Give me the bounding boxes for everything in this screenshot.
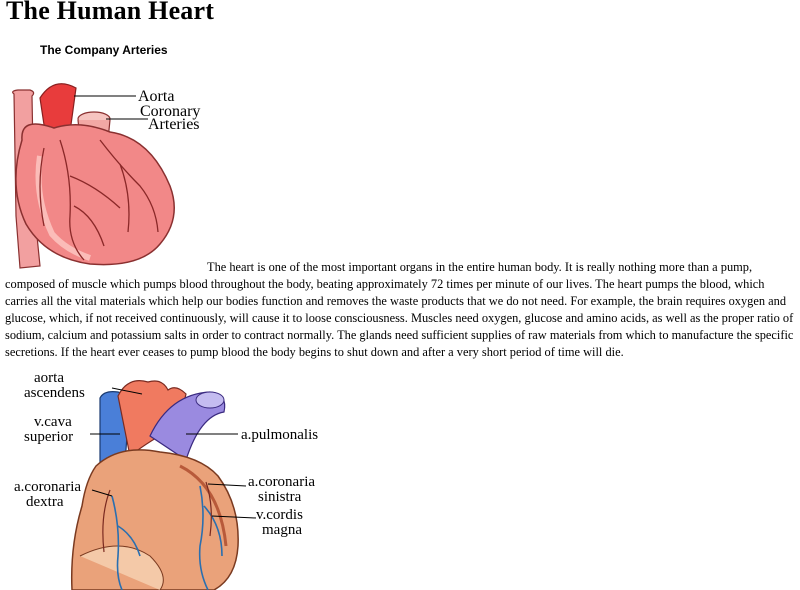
label-superior: superior: [24, 429, 74, 445]
label-aorta: Aorta: [138, 88, 175, 105]
label-pulmonalis: a.pulmonalis: [241, 427, 319, 443]
labeled-heart-figure: [0, 356, 340, 590]
page-title: The Human Heart: [6, 0, 215, 25]
label-sinistra: sinistra: [258, 489, 302, 505]
figure1-caption: The Company Arteries: [40, 43, 168, 57]
label-vcava: v.cava: [34, 414, 72, 430]
label-ascendens: ascendens: [24, 385, 85, 401]
label-magna: magna: [262, 522, 302, 538]
heart-description-paragraph: The heart is one of the most important organs in the entire human body. It is really nothing more than a pump, composed of muscle which pumps blood throughout the body, beating approximately 72 times per minute of our lives. The heart pumps the blood, which carries all the vital materials which help our bodies function and removes the waste products that we do not need. For example, the brain requires oxygen and glucose, which, if not received continuously, will cause it to loose consciousness. Muscles need oxygen, glucose and amino acids, as well as the proper ratio of sodium, calcium and potassium salts in order to contract normally. The glands need sufficient supplies of raw materials from which to manufacture the specific secretions. If the heart ever ceases to pump blood the body begins to shut down and after a very short period of time will die.: [5, 260, 794, 359]
label-aorta: aorta: [34, 370, 64, 386]
label-dextra: dextra: [26, 494, 64, 510]
label-coronaria-dextra-line1: a.coronaria: [14, 479, 82, 495]
label-v-cordis: v.cordis: [256, 507, 303, 523]
label-coronary: Coronary: [140, 103, 201, 120]
coronary-arteries-figure: [0, 36, 210, 272]
label-coronaria-sinistra-line1: a.coronaria: [248, 474, 316, 490]
label-arteries: Arteries: [148, 116, 200, 133]
